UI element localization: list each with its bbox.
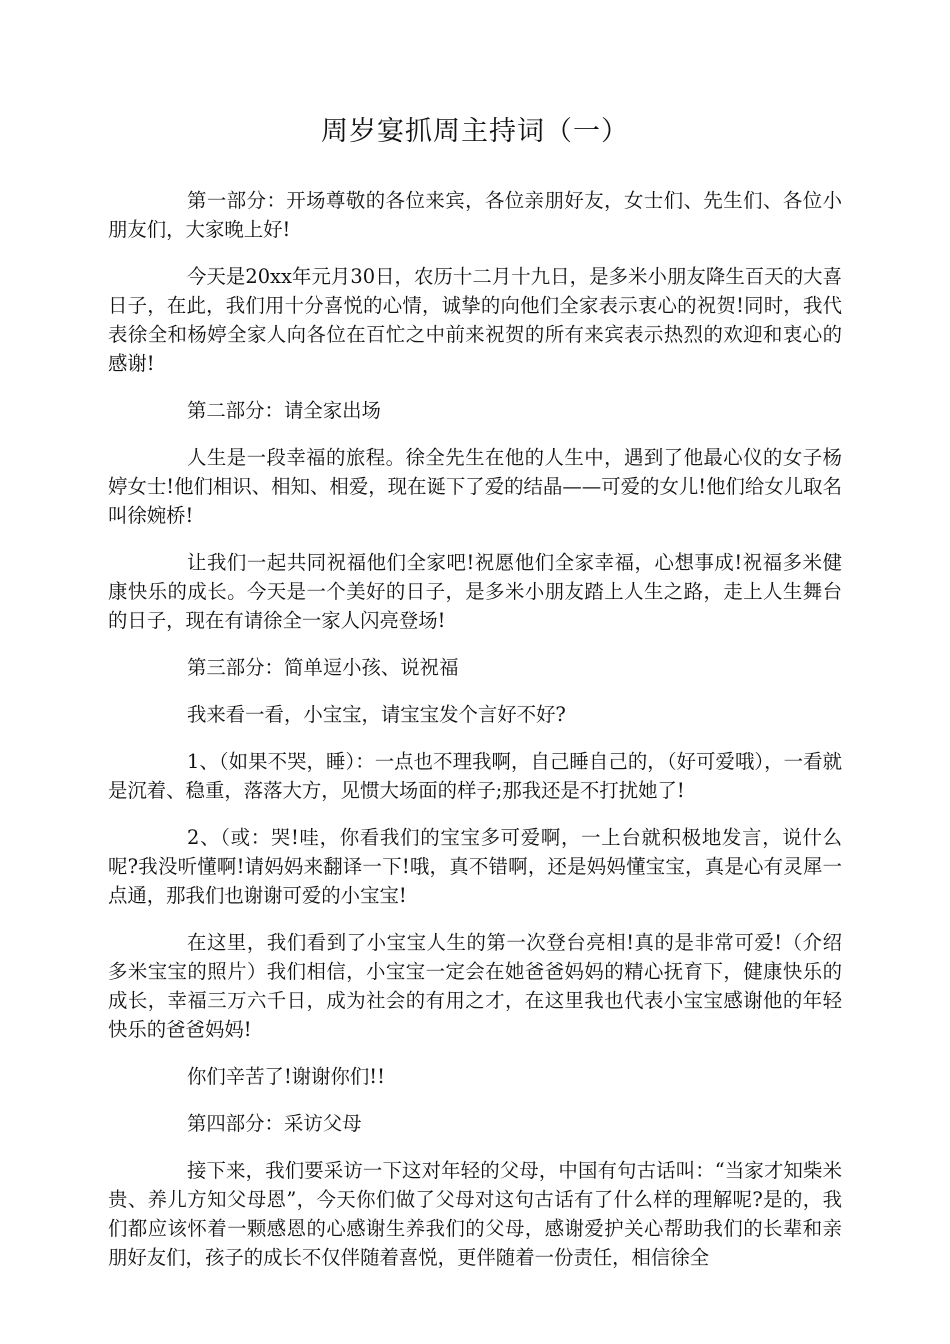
paragraph-thanks: 你们辛苦了!谢谢你们!! [187, 1065, 385, 1088]
paragraph-blessing: 让我们一起共同祝福他们全家吧!祝愿他们全家幸福，心想事成!祝福多米健康快乐的成长。今天是一个美好的日子，是多米小朋友踏上人生之路，走上人生舞台的日子，现在有请徐全一家人闪亮登场! [108, 551, 842, 632]
document-title: 周岁宴抓周主持词（一） [321, 116, 629, 147]
paragraph-case-crying: 2、（或：哭!哇，你看我们的宝宝多可爱啊，一上台就积极地发言，说什么呢?我没听懂啊!请妈妈来翻译一下!哦，真不错啊，还是妈妈懂宝宝，真是心有灵犀一点通，那我们也谢谢可爱的小宝宝! [108, 826, 842, 907]
section-heading-three: 第三部分：简单逗小孩、说祝福 [187, 656, 459, 679]
paragraph-interview-parents: 接下来，我们要采访一下这对年轻的父母，中国有句古话叫：“当家才知柴米贵、养儿方知父母恩”，今天你们做了父母对这句古话有了什么样的理解呢?是的，我们都应该怀着一颗感恩的心感谢生养我们的父母，感谢爱护关心帮助我们的长辈和亲朋好友们，孩子的成长不仅伴随着喜悦，更伴随着一份责任，相信徐全 [108, 1159, 842, 1269]
paragraph-first-debut: 在这里，我们看到了小宝宝人生的第一次登台亮相!真的是非常可爱!（介绍多米宝宝的照片）我们相信，小宝宝一定会在她爸爸妈妈的精心抚育下，健康快乐的成长，幸福三万六千日，成为社会的有用之才，在这里我也代表小宝宝感谢他的年轻快乐的爸爸妈妈! [108, 931, 842, 1041]
section-heading-four: 第四部分：采访父母 [187, 1112, 362, 1135]
paragraph-look-at-baby: 我来看一看，小宝宝，请宝宝发个言好不好? [187, 703, 566, 726]
paragraph-opening: 第一部分：开场尊敬的各位来宾，各位亲朋好友，女士们、先生们、各位小朋友们，大家晚上好! [108, 189, 842, 241]
paragraph-case-sleeping: 1、（如果不哭，睡）：一点也不理我啊，自己睡自己的，（好可爱哦），一看就是沉着、稳重，落落大方，见惯大场面的样子;那我还是不打扰她了! [108, 750, 842, 802]
section-heading-two: 第二部分：请全家出场 [187, 399, 381, 422]
paragraph-life-journey: 人生是一段幸福的旅程。徐全先生在他的人生中，遇到了他最心仪的女子杨婷女士!他们相识、相知、相爱，现在诞下了爱的结晶——可爱的女儿!他们给女儿取名叫徐婉桥! [108, 446, 842, 527]
paragraph-date-greeting: 今天是20xx年元月30日，农历十二月十九日，是多米小朋友降生百天的大喜日子，在此，我们用十分喜悦的心情，诚挚的向他们全家表示衷心的祝贺!同时，我代表徐全和杨婷全家人向各位在百忙之中前来祝贺的所有来宾表示热烈的欢迎和衷心的感谢! [108, 265, 842, 375]
